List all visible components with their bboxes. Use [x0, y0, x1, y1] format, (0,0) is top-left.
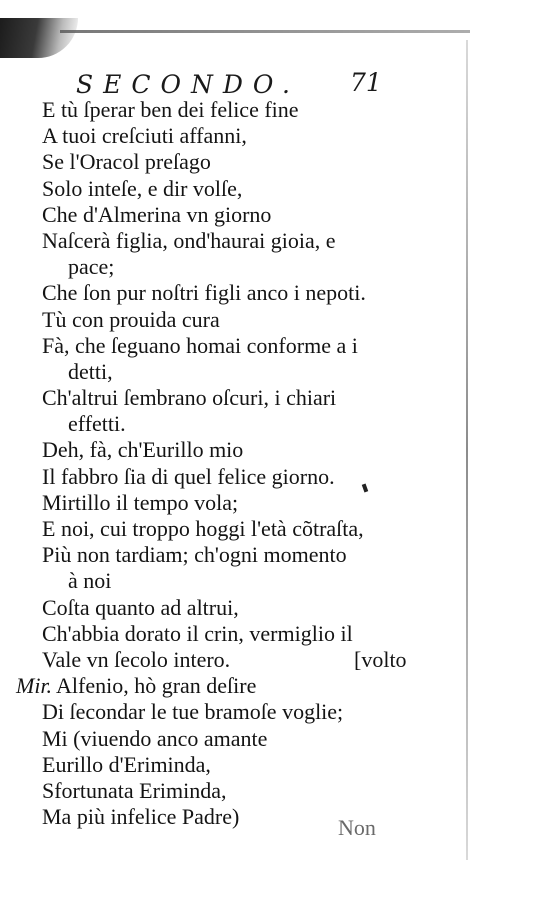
- page-edge-shadow: [0, 18, 78, 58]
- verse-line-continuation: à noi: [68, 568, 112, 594]
- verse-line: Mirtillo il tempo vola;: [42, 489, 239, 515]
- verse-line: E tù ſperar ben dei felice fine: [42, 97, 299, 122]
- speaker-label: Mir.: [16, 673, 53, 699]
- top-rule: [60, 30, 470, 33]
- verse-line-continuation: effetti.: [68, 411, 126, 437]
- speech-line: Mir. Alfenio, hò gran deſire: [16, 673, 257, 699]
- verse-line: Se l'Oracol preſago: [42, 149, 211, 175]
- turnover-word: [volto: [354, 646, 407, 672]
- verse-line: Ch'abbia dorato il crin, vermiglio il: [42, 620, 353, 646]
- verse-line: Più non tardiam; ch'ogni momento: [42, 542, 347, 568]
- catchword: Non: [338, 815, 376, 840]
- verse-line: E noi, cui troppo hoggi l'età cõtraſta,: [42, 516, 364, 541]
- verse-line: Che d'Almerina vn giorno: [42, 201, 272, 227]
- verse-text: [16, 97, 462, 830]
- verse-line: Tù con prouida cura: [42, 306, 220, 332]
- verse-line: Eurillo d'Eriminda,: [42, 751, 211, 777]
- verse-line: Che ſon pur noſtri figli anco i nepoti.: [42, 280, 366, 306]
- verse-line: Mi (viuendo anco amante: [42, 725, 268, 751]
- verse-line: Naſcerà figlia, ond'haurai gioia, e: [42, 227, 336, 253]
- verse-line: Ma più infelice Padre): [42, 804, 240, 830]
- verse-line: Il fabbro ſia di quel felice giorno.: [42, 463, 335, 489]
- verse-line: Di ſecondar le tue bramoſe voglie;: [42, 699, 344, 725]
- verse-line: Deh, fà, ch'Eurillo mio: [42, 437, 244, 463]
- verse-line: Sfortunata Eriminda,: [42, 777, 227, 803]
- verse-line: Coſta quanto ad altrui,: [42, 594, 239, 620]
- verse-line: A tuoi creſciuti affanni,: [42, 123, 247, 149]
- page-number: 71: [350, 68, 382, 97]
- verse-line-continuation: detti,: [68, 358, 113, 384]
- verse-line-continuation: pace;: [68, 254, 115, 280]
- verse-line: Vale vn ſecolo intero. [volto: [42, 646, 407, 672]
- verse-line: Ch'altrui ſembrano oſcuri, i chiari: [42, 385, 337, 411]
- verse-line: Solo inteſe, e dir volſe,: [42, 175, 243, 201]
- running-head: SECONDO.: [76, 70, 300, 99]
- page-gutter-shadow: [466, 40, 468, 860]
- verse-line: Fà, che ſeguano homai conforme a i: [42, 332, 358, 358]
